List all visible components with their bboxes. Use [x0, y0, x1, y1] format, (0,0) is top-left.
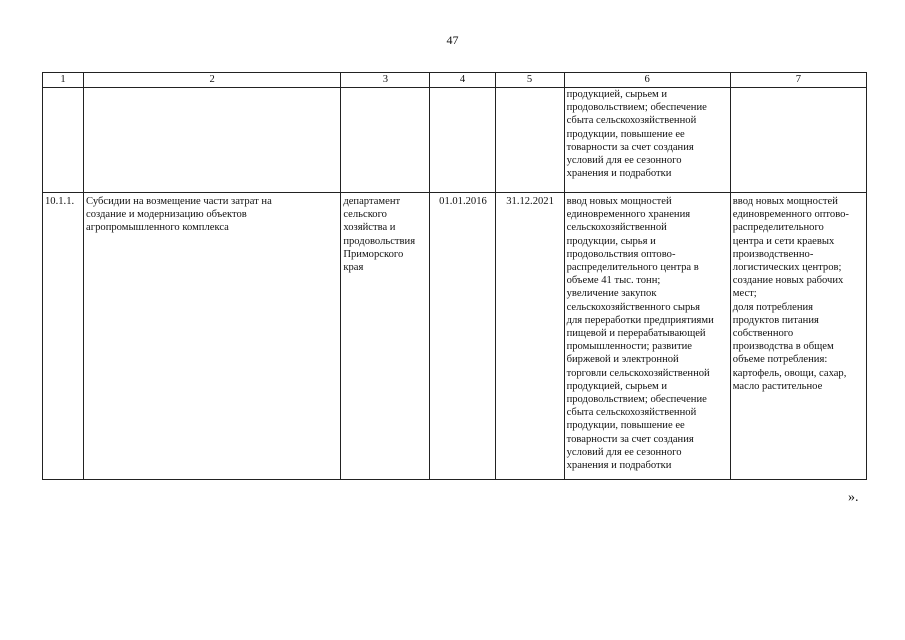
executor-cell: департамент сельского хозяйства и продовольствия Приморского края: [341, 193, 430, 480]
column-header-3: 3: [341, 73, 430, 88]
start-date-cell: 01.01.2016: [430, 193, 495, 480]
continuation-cell-1: [43, 88, 84, 193]
column-header-1: 1: [43, 73, 84, 88]
table-row-continuation: [43, 88, 867, 193]
continuation-cell-5: [495, 88, 564, 193]
indicators-cell: ввод новых мощностей единовременного оптово- распределительного центра и сети краевых производственно- логистических центров; создание новых рабочих мест; доля потребления продуктов питания собственного производства в общем объеме потребления: картофель, овощи, сахар, масло растительное: [730, 193, 866, 480]
continuation-cell-2: [84, 88, 341, 193]
continuation-cell-7: [730, 88, 866, 193]
page-number: 47: [446, 33, 459, 47]
table-header-row: [43, 73, 867, 88]
column-header-5: 5: [495, 73, 564, 88]
row-number-cell: 10.1.1.: [43, 193, 84, 480]
continuation-cell-3: [341, 88, 430, 193]
continuation-result-cell: продукцией, сырьем и продовольствием; обеспечение сбыта сельскохозяйственной продукции, повышение ее товарности за счет создания условий для ее сезонного хранения и подработки: [564, 88, 730, 193]
table-row: [43, 193, 867, 480]
end-date-cell: 31.12.2021: [495, 193, 564, 480]
closing-quote-mark: ».: [848, 490, 859, 505]
measure-name-cell: Субсидии на возмещение части затрат на создание и модернизацию объектов агропромышленного комплекса: [84, 193, 341, 480]
expected-result-cell: ввод новых мощностей единовременного хранения сельскохозяйственной продукции, сырья и продовольствия оптово- распределительного центра в объеме 41 тыс. тонн; увеличение закупок сельскохозяйственного сырья для переработки предприятиями пищевой и перерабатывающей промышленности; развитие биржевой и электронной торговли сельскохозяйственной продукцией, сырьем и продовольствием; обеспечение сбыта сельскохозяйственной продукции, повышение ее товарности за счет создания условий для ее сезонного хранения и подработки: [564, 193, 730, 480]
column-header-6: 6: [564, 73, 730, 88]
measures-table: [42, 72, 867, 480]
column-header-7: 7: [730, 73, 866, 88]
column-header-2: 2: [84, 73, 341, 88]
continuation-cell-4: [430, 88, 495, 193]
column-header-4: 4: [430, 73, 495, 88]
